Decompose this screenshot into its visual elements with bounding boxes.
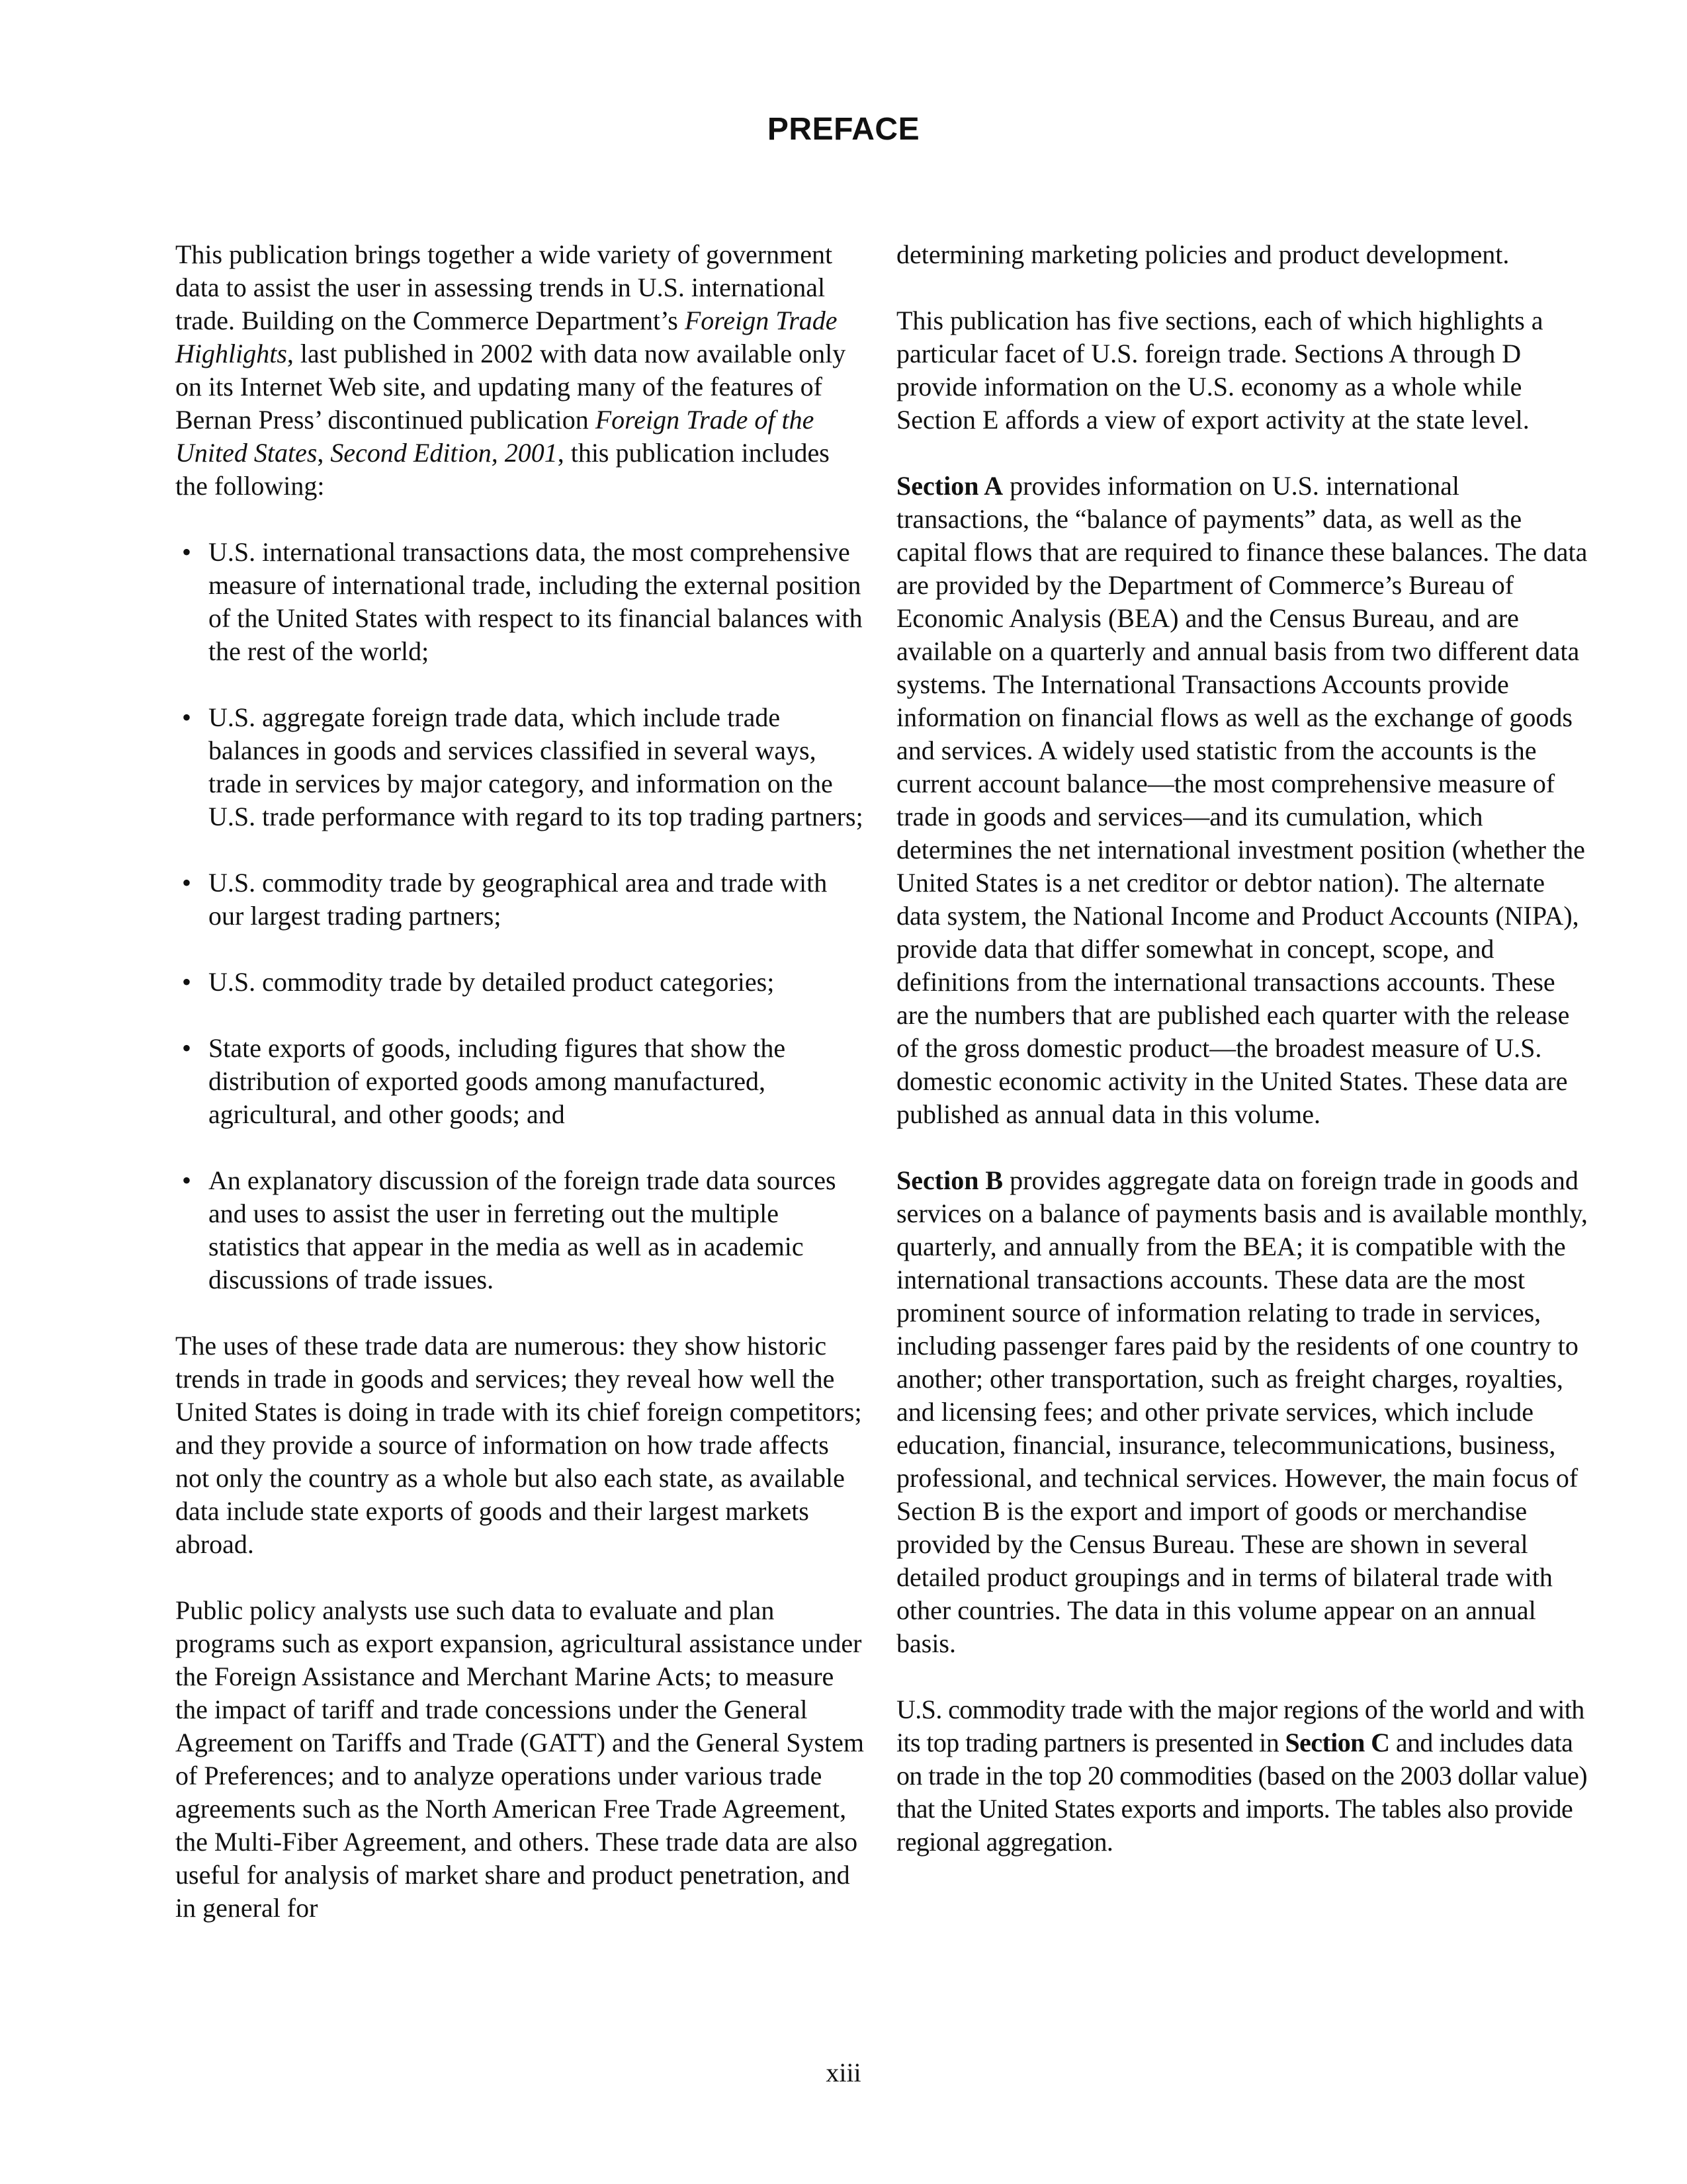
section-c-text-after: and includes data on trade in the top 20 commodities (based on the 2003 dollar value) that the United States exports and imports. The tables also provide regional aggregation.	[896, 1728, 1587, 1857]
bullet-text: State exports of goods, including figures that show the distribution of exported goods among manufactured, agricultural, and other goods; and	[208, 1033, 786, 1129]
bullet-icon: •	[182, 1165, 192, 1195]
bullet-text: U.S. aggregate foreign trade data, which include trade balances in goods and services classified in several ways, trade in services by major category, and information on the U.S. trade performance with regard to its top trading partners;	[208, 702, 863, 831]
bullet-icon: •	[182, 537, 192, 567]
intro-text-1: This publication brings together a wide variety of government data to assist the user in assessing trends in U.S. international trade. Building on the Commerce Department’s	[175, 239, 833, 335]
contents-bullet-list	[175, 536, 867, 1296]
right-column	[896, 238, 1588, 1859]
section-a-paragraph	[896, 470, 1588, 1131]
page-number: xiii	[826, 2058, 861, 2087]
intro-italic-title-1: Foreign Trade Highlights	[175, 306, 838, 368]
section-b-label: Section B	[896, 1165, 1004, 1195]
section-c-label: Section C	[1285, 1728, 1390, 1757]
bullet-item	[175, 536, 867, 668]
continuation-paragraph: determining marketing policies and product development.	[896, 239, 1510, 269]
intro-paragraph	[175, 238, 867, 503]
bullet-item	[175, 966, 867, 999]
uses-paragraph: The uses of these trade data are numerous: they show historic trends in trade in goods and services; they reveal how well the United States is doing in trade with its chief foreign competitors; and they provide a source of information on how trade affects not only the country as a whole but also each state, as available data include state exports of goods and their largest markets abroad.	[175, 1331, 862, 1559]
section-c-text-before: U.S. commodity trade with the major regions of the world and with its top trading partners is presented in	[896, 1695, 1584, 1757]
section-a-label: Section A	[896, 471, 1004, 501]
section-c-paragraph	[896, 1693, 1588, 1859]
intro-italic-edition: Second Edition, 2001	[330, 438, 558, 468]
intro-text-4: , this publication includes the following:	[175, 438, 830, 501]
left-column	[175, 238, 867, 1925]
bullet-item	[175, 1032, 867, 1131]
section-a-text: provides information on U.S. international transactions, the “balance of payments” data, as well as the capital flows that are required to finance these balances. The data are provided by the Department of Commerce’s Bureau of Economic Analysis (BEA) and the Census Bureau, and are available on a quarterly and annual basis from two different data systems. The International Transactions Accounts provide information on financial flows as well as the exchange of goods and services. A widely used statistic from the accounts is the current account balance—the most comprehensive measure of trade in goods and services—and its cumulation, which determines the net international investment position (whether the United States is a net creditor or debtor nation). The alternate data system, the National Income and Product Accounts (NIPA), provide data that differ somewhat in concept, scope, and definitions from the international transactions accounts. These are the numbers that are published each quarter with the release of the gross domestic product—the broadest measure of U.S. domestic economic activity in the United States. These data are published as annual data in this volume.	[896, 471, 1588, 1129]
intro-text-3: ,	[317, 438, 331, 468]
bullet-icon: •	[182, 967, 192, 997]
bullet-text: U.S. international transactions data, the most comprehensive measure of international trade, including the external position of the United States with respect to its financial balances with the rest of the world;	[208, 537, 863, 666]
intro-italic-title-2: Foreign Trade of the United States	[175, 405, 814, 468]
bullet-icon: •	[182, 868, 192, 898]
section-b-text: provides aggregate data on foreign trade in goods and services on a balance of payments basis and is available monthly, quarterly, and annually from the BEA; it is compatible with the international transactions accounts. These data are the most prominent source of information relating to trade in services, including passenger fares paid by the residents of one country to another; other transportation, such as freight charges, royalties, and licensing fees; and other private services, which include education, financial, insurance, telecommunications, business, professional, and technical services. However, the main focus of Section B is the export and import of goods or merchandise provided by the Census Bureau. These are shown in several detailed product groupings and in terms of bilateral trade with other countries. The data in this volume appear on an annual basis.	[896, 1165, 1588, 1658]
bullet-icon: •	[182, 702, 192, 732]
policy-paragraph: Public policy analysts use such data to evaluate and plan programs such as export expansion, agricultural assistance under the Foreign Assistance and Merchant Marine Acts; to measure the impact of tariff and trade concessions under the General Agreement on Tariffs and Trade (GATT) and the General System of Preferences; and to analyze operations under various trade agreements such as the North American Free Trade Agreement, the Multi-Fiber Agreement, and others. These trade data are also useful for analysis of market share and product penetration, and in general for	[175, 1595, 865, 1923]
bullet-text: An explanatory discussion of the foreign trade data sources and uses to assist the user in ferreting out the multiple statistics that appear in the media as well as in academic discussions of trade issues.	[208, 1165, 836, 1294]
bullet-item	[175, 701, 867, 833]
section-b-paragraph	[896, 1164, 1588, 1660]
bullet-text: U.S. commodity trade by geographical area and trade with our largest trading partners;	[208, 868, 828, 931]
bullet-item	[175, 1164, 867, 1296]
bullet-text: U.S. commodity trade by detailed product categories;	[208, 967, 775, 997]
sections-overview-paragraph: This publication has five sections, each of which highlights a particular facet of U.S. foreign trade. Sections A through D provide information on the U.S. economy as a whole while Section E affords a view of export activity at the state level.	[896, 306, 1543, 435]
intro-text-2: , last published in 2002 with data now available only on its Internet Web site, and updating many of the features of Bernan Press’ discontinued publication	[175, 339, 846, 435]
bullet-item	[175, 866, 867, 933]
page-title: PREFACE	[767, 112, 920, 147]
bullet-icon: •	[182, 1033, 192, 1063]
